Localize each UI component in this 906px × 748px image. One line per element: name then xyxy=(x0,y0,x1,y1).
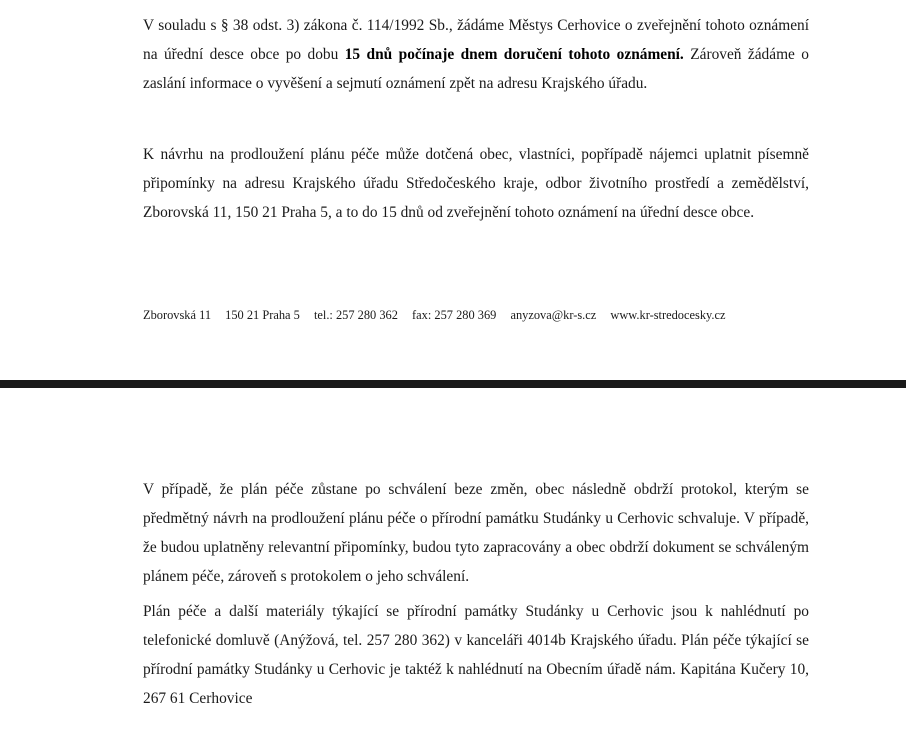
comments-paragraph: K návrhu na prodloužení plánu péče může dotčená obec, vlastníci, popřípadě nájemci uplatnit písemně připomínky na adresu Krajského úřadu Středočeského kraje, odbor životního prostředí a zemědělství, Zborovská 11, 150 21 Praha 5, a to do 15 dnů od zveřejnění tohoto oznámení na úřední desce obce. xyxy=(143,146,809,221)
materials-paragraph: Plán péče a další materiály týkající se přírodní památky Studánky u Cerhovic jsou k nahlédnutí po telefonické domluvě (Anýžová, tel. 257 280 362) v kanceláři 4014b Krajského úřadu. Plán péče týkající se přírodní památky Studánky u Cerhovic je taktéž k nahlédnutí na Obecním úřadě nám. Kapitána Kučery 10, 267 61 Cerhovice xyxy=(143,603,809,707)
footer-street: Zborovská 11 xyxy=(143,308,212,322)
footer-phone: tel.: 257 280 362 xyxy=(313,308,398,322)
footer-fax: fax: 257 280 369 xyxy=(412,308,497,322)
contact-footer xyxy=(143,308,737,323)
notice-request-text: V souladu s § 38 odst. 3) zákona č. 114/1992 Sb., žádáme Městys Cerhovice o zveřejnění tohoto oznámení na úřední desce obce po dobu xyxy=(143,17,809,63)
document-page-bottom xyxy=(0,388,906,748)
footer-city: 150 21 Praha 5 xyxy=(225,308,300,322)
notice-return-text: Zároveň žádáme o zaslání informace o vyvěšení a sejmutí oznámení zpět na adresu Krajského úřadu. xyxy=(143,46,809,92)
notice-request-paragraph xyxy=(143,11,809,98)
footer-email[interactable]: anyzova@kr-s.cz xyxy=(510,308,597,322)
approval-paragraph: V případě, že plán péče zůstane po schválení beze změn, obec následně obdrží protokol, kterým se předmětný návrh na prodloužení plánu péče o přírodní památku Studánky u Cerhovic schvaluje. V případě, že budou uplatněny relevantní připomínky, budou tyto zapracovány a obec obdrží dokument se schváleným plánem péče, zároveň s protokolem o jeho schválení. xyxy=(143,481,809,585)
page-divider xyxy=(0,380,906,388)
notice-period-bold: 15 dnů počínaje dnem doručení tohoto oznámení. xyxy=(344,46,684,63)
footer-website[interactable]: www.kr-stredocesky.cz xyxy=(610,308,726,322)
